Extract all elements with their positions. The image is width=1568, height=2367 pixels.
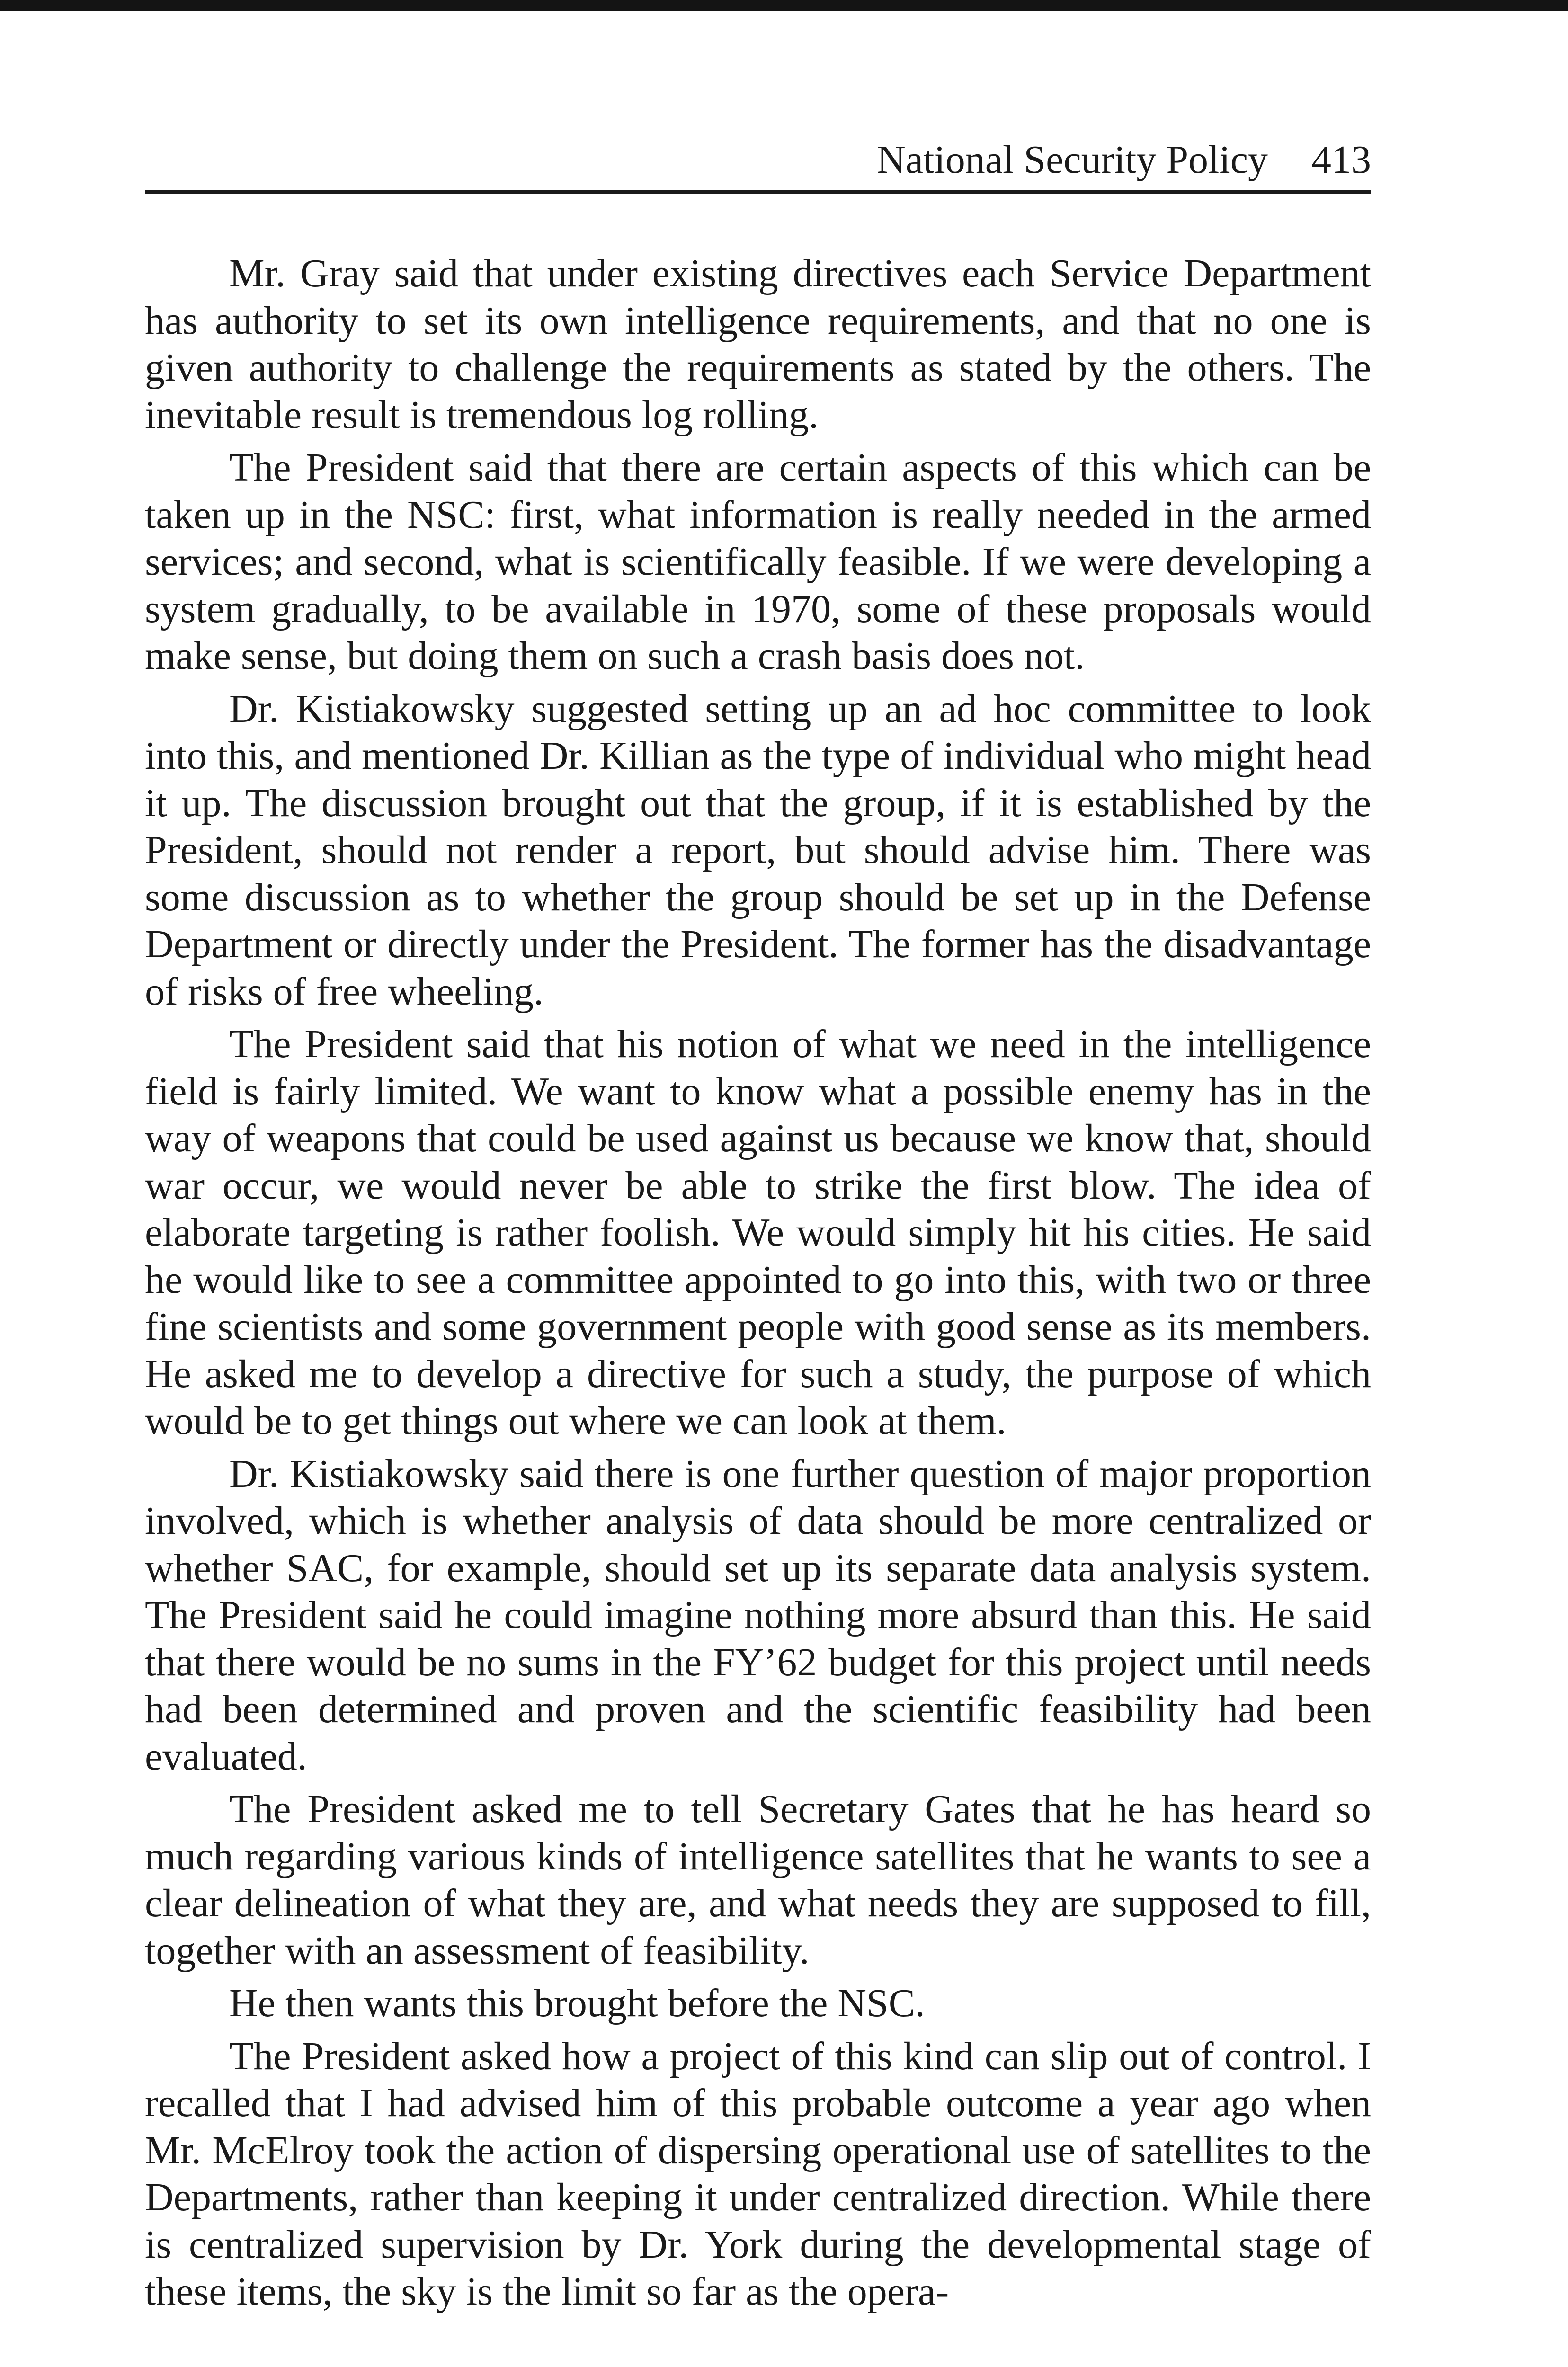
body-text [145,250,1371,2315]
paragraph: Dr. Kistiakowsky said there is one further question of major proportion involved, which is whether analysis of data should be more centralized or whether SAC, for example, should set up its separate data analysis system. The President said he could imagine nothing more absurd than this. He said that there would be no sums in the FY’62 budget for this project until needs had been determined and proven and the scientific feasibility had been evaluated. [145,1451,1371,1779]
paragraph: He then wants this brought before the NSC. [229,1981,925,2025]
paragraph: The President asked me to tell Secretary Gates that he has heard so much regarding various kinds of intelligence satellites that he wants to see a clear delineation of what they are, and what needs they are supposed to fill, together with an assessment of feasibility. [145,1787,1371,1973]
paragraph: Dr. Kistiakowsky suggested setting up an ad hoc committee to look into this, and mentioned Dr. Killian as the type of individual who might head it up. The discussion brought out that the group, if it is established by the President, should not render a report, but should advise him. There was some discussion as to whether the group should be set up in the Defense Department or directly under the President. The former has the disadvantage of risks of free wheeling. [145,686,1371,1014]
paragraph: The President said that there are certain aspects of this which can be taken up in the NSC: first, what information is really needed in the armed services; and second, what is scientifically feasible. If we were developing a system gradually, to be available in 1970, some of these proposals would make sense, but doing them on such a crash basis does not. [145,445,1371,678]
running-head [145,129,1371,190]
running-head-title: National Security Policy [877,138,1268,182]
paragraph: The President asked how a project of this kind can slip out of control. I recalled that I had advised him of this probable outcome a year ago when Mr. McElroy took the action of dispersing operational use of satellites to the Departments, rather than keeping it under centralized direction. While there is centralized supervision by Dr. York during the developmental stage of these items, the sky is the limit so far as the opera- [145,2034,1371,2314]
paragraph: Mr. Gray said that under existing directives each Service Department has authority to set its own intelligence requirements, and that no one is given authority to challenge the requirements as stated by the others. The inevitable result is tremendous log rolling. [145,251,1371,437]
paragraph: The President said that his notion of what we need in the intelligence field is fairly limited. We want to know what a possible enemy has in the way of weapons that could be used against us because we know that, should war occur, we would never be able to strike the first blow. The idea of elaborate targeting is rather foolish. We would simply hit his cities. He said he would like to see a committee appointed to go into this, with two or three fine scientists and some government people with good sense as its members. He asked me to develop a directive for such a study, the purpose of which would be to get things out where we can look at them. [145,1022,1371,1443]
header-rule [145,190,1371,194]
page-number: 413 [1311,138,1371,182]
